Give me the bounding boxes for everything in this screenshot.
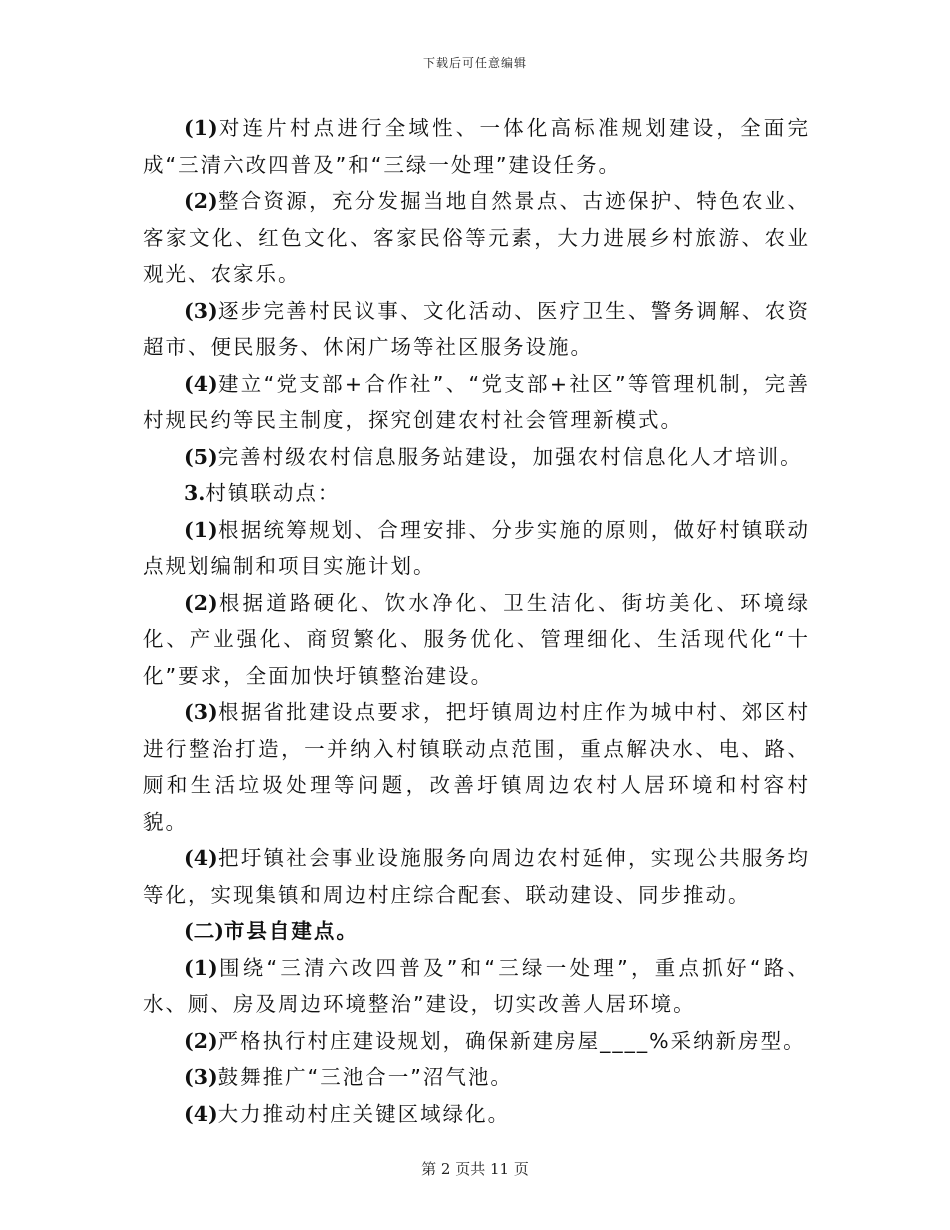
document-body — [143, 110, 810, 1132]
paragraph-text: 大力推动村庄关键区域绿化。 — [217, 1101, 511, 1126]
item-number: (5) — [184, 444, 218, 469]
paragraph-text: 建立“党支部+合作社”、“党支部+社区”等管理机制，完善村规民约等民主制度，探究创建农村社会管理新模式。 — [143, 371, 810, 432]
paragraph-12 — [143, 1059, 810, 1096]
page-header: 下载后可任意编辑 — [422, 56, 527, 70]
item-number: (4) — [184, 1101, 218, 1126]
paragraph-11 — [143, 1023, 810, 1060]
item-number: (2) — [184, 1028, 218, 1053]
paragraph-text: 整合资源，充分发掘当地自然景点、古迹保护、特色农业、客家文化、红色文化、客家民俗等元素，大力进展乡村旅游、农业观光、农家乐。 — [143, 189, 810, 286]
paragraph-9 — [143, 840, 810, 913]
paragraph-text: 围绕“三清六改四普及”和“三绿一处理”，重点抓好“路、水、厕、房及周边环境整治”建设，切实改善人居环境。 — [143, 955, 810, 1016]
item-number: (3) — [184, 1065, 218, 1089]
paragraph-5 — [143, 439, 810, 476]
paragraph-7 — [143, 585, 810, 695]
section-heading-2 — [143, 913, 810, 950]
paragraph-text: 市县自建点。 — [223, 919, 359, 943]
section-heading-3 — [143, 475, 810, 512]
paragraph-text: 完善村级农村信息服务站建设，加强农村信息化人才培训。 — [217, 444, 803, 469]
item-number: (二) — [184, 919, 224, 943]
paragraph-8 — [143, 694, 810, 840]
paragraph-2 — [143, 183, 810, 293]
paragraph-10 — [143, 950, 810, 1023]
item-number: 3. — [184, 481, 206, 505]
paragraph-text: 村镇联动点： — [205, 481, 341, 505]
paragraph-13 — [143, 1096, 810, 1133]
paragraph-text: 逐步完善村民议事、文化活动、医疗卫生、警务调解、农资超市、便民服务、休闲广场等社区服务设施。 — [143, 298, 810, 359]
paragraph-4 — [143, 366, 810, 439]
item-number: (3) — [184, 700, 218, 724]
paragraph-6 — [143, 512, 810, 585]
item-number: (4) — [184, 371, 218, 396]
paragraph-text: 严格执行村庄建设规划，确保新建房屋____%采纳新房型。 — [217, 1028, 806, 1053]
item-number: (4) — [184, 846, 218, 870]
item-number: (1) — [184, 955, 218, 980]
paragraph-text: 根据省批建设点要求，把圩镇周边村庄作为城中村、郊区村进行整治打造，一并纳入村镇联动点范围，重点解决水、电、路、厕和生活垃圾处理等问题，改善圩镇周边农村人居环境和村容村貌。 — [143, 700, 810, 834]
item-number: (1) — [184, 116, 218, 140]
page-footer: 第 2 页共 11 页 — [421, 1160, 529, 1178]
item-number: (2) — [184, 189, 218, 213]
item-number: (2) — [184, 590, 218, 615]
paragraph-text: 把圩镇社会事业设施服务向周边农村延伸，实现公共服务均等化，实现集镇和周边村庄综合配套、联动建设、同步推动。 — [143, 846, 810, 907]
item-number: (3) — [184, 298, 218, 323]
paragraph-text: 鼓舞推广“三池合一”沼气池。 — [217, 1065, 513, 1089]
paragraph-text: 对连片村点进行全域性、一体化高标准规划建设，全面完成“三清六改四普及”和“三绿一处理”建设任务。 — [143, 116, 810, 177]
paragraph-3 — [143, 293, 810, 366]
paragraph-text: 根据道路硬化、饮水净化、卫生洁化、街坊美化、环境绿化、产业强化、商贸繁化、服务优化、管理细化、生活现代化“十化”要求，全面加快圩镇整治建设。 — [143, 590, 810, 688]
item-number: (1) — [184, 517, 218, 542]
paragraph-text: 根据统筹规划、合理安排、分步实施的原则，做好村镇联动点规划编制和项目实施计划。 — [143, 517, 810, 578]
paragraph-1 — [143, 110, 810, 183]
